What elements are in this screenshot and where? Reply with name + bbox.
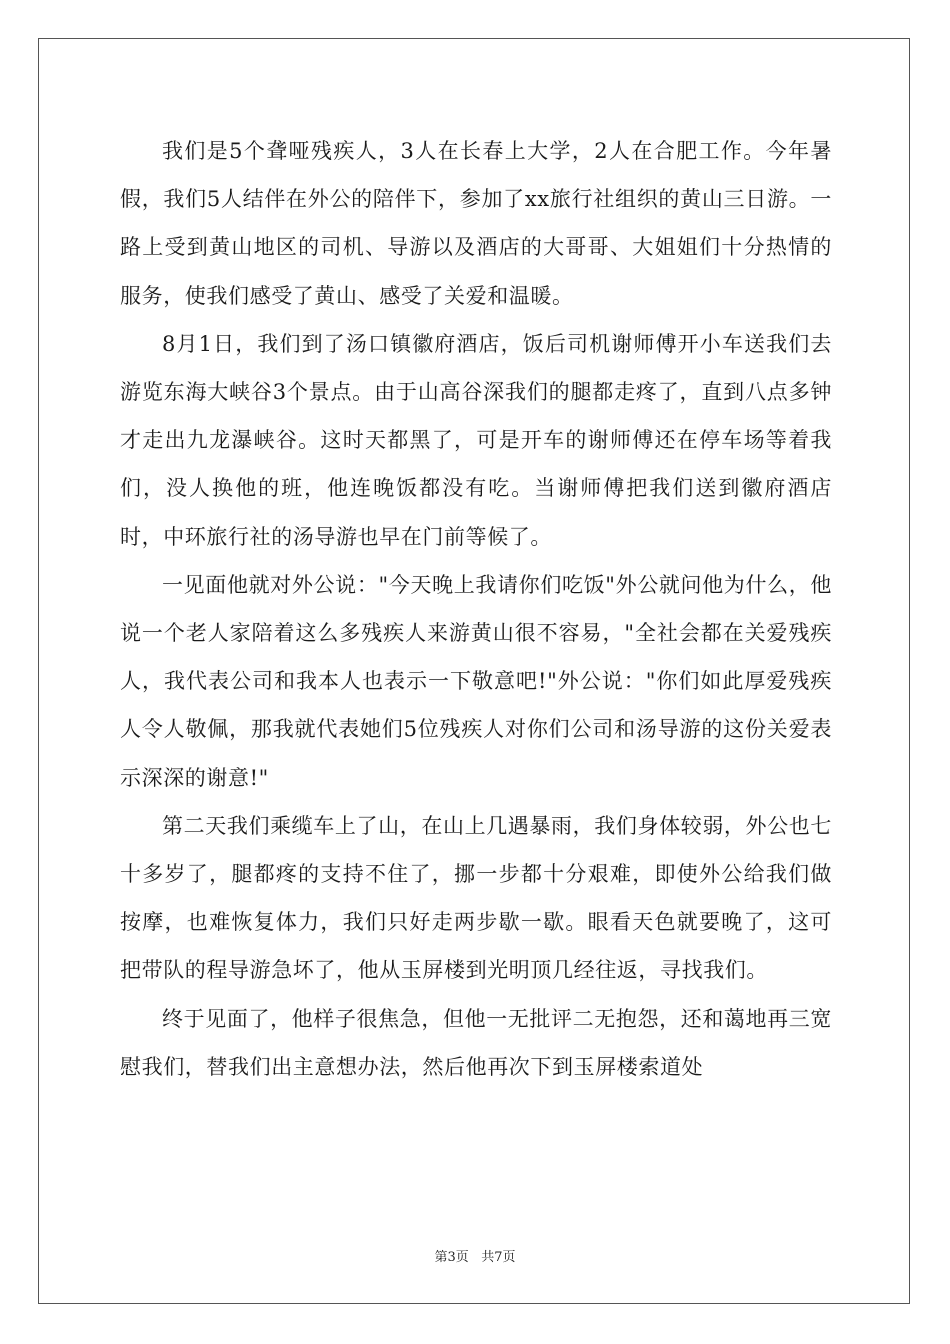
page-footer bbox=[0, 1246, 950, 1265]
paragraph: 终于见面了，他样子很焦急，但他一无批评二无抱怨，还和蔼地再三宽慰我们，替我们出主意想办法，然后他再次下到玉屏楼索道处 bbox=[120, 1006, 832, 1079]
document-body bbox=[120, 127, 832, 1091]
page-number: 第3页 bbox=[434, 1250, 469, 1265]
paragraph: 8月1日，我们到了汤口镇徽府酒店，饭后司机谢师傅开小车送我们去游览东海大峡谷3个景点。由于山高谷深我们的腿都走疼了，直到八点多钟才走出九龙瀑峡谷。这时天都黑了，可是开车的谢师傅还在停车场等着我们，没人换他的班，他连晚饭都没有吃。当谢师傅把我们送到徽府酒店时，中环旅行社的汤导游也早在门前等候了。 bbox=[120, 331, 832, 549]
page-total: 共7页 bbox=[481, 1250, 516, 1265]
paragraph: 我们是5个聋哑残疾人，3人在长春上大学，2人在合肥工作。今年暑假，我们5人结伴在外公的陪伴下，参加了xx旅行社组织的黄山三日游。一路上受到黄山地区的司机、导游以及酒店的大哥哥、大姐姐们十分热情的服务，使我们感受了黄山、感受了关爱和温暖。 bbox=[120, 139, 832, 308]
paragraph: 第二天我们乘缆车上了山，在山上几遇暴雨，我们身体较弱，外公也七十多岁了，腿都疼的支持不住了，挪一步都十分艰难，即使外公给我们做按摩，也难恢复体力，我们只好走两步歇一歇。眼看天色就要晚了，这可把带队的程导游急坏了，他从玉屏楼到光明顶几经往返，寻找我们。 bbox=[120, 813, 832, 983]
paragraph: 一见面他就对外公说："今天晚上我请你们吃饭"外公就问他为什么，他说一个老人家陪着这么多残疾人来游黄山很不容易，"全社会都在关爱残疾人，我代表公司和我本人也表示一下敬意吧!"外公说："你们如此厚爱残疾人令人敬佩，那我就代表她们5位残疾人对你们公司和汤导游的这份关爱表示深深的谢意!" bbox=[120, 572, 832, 790]
